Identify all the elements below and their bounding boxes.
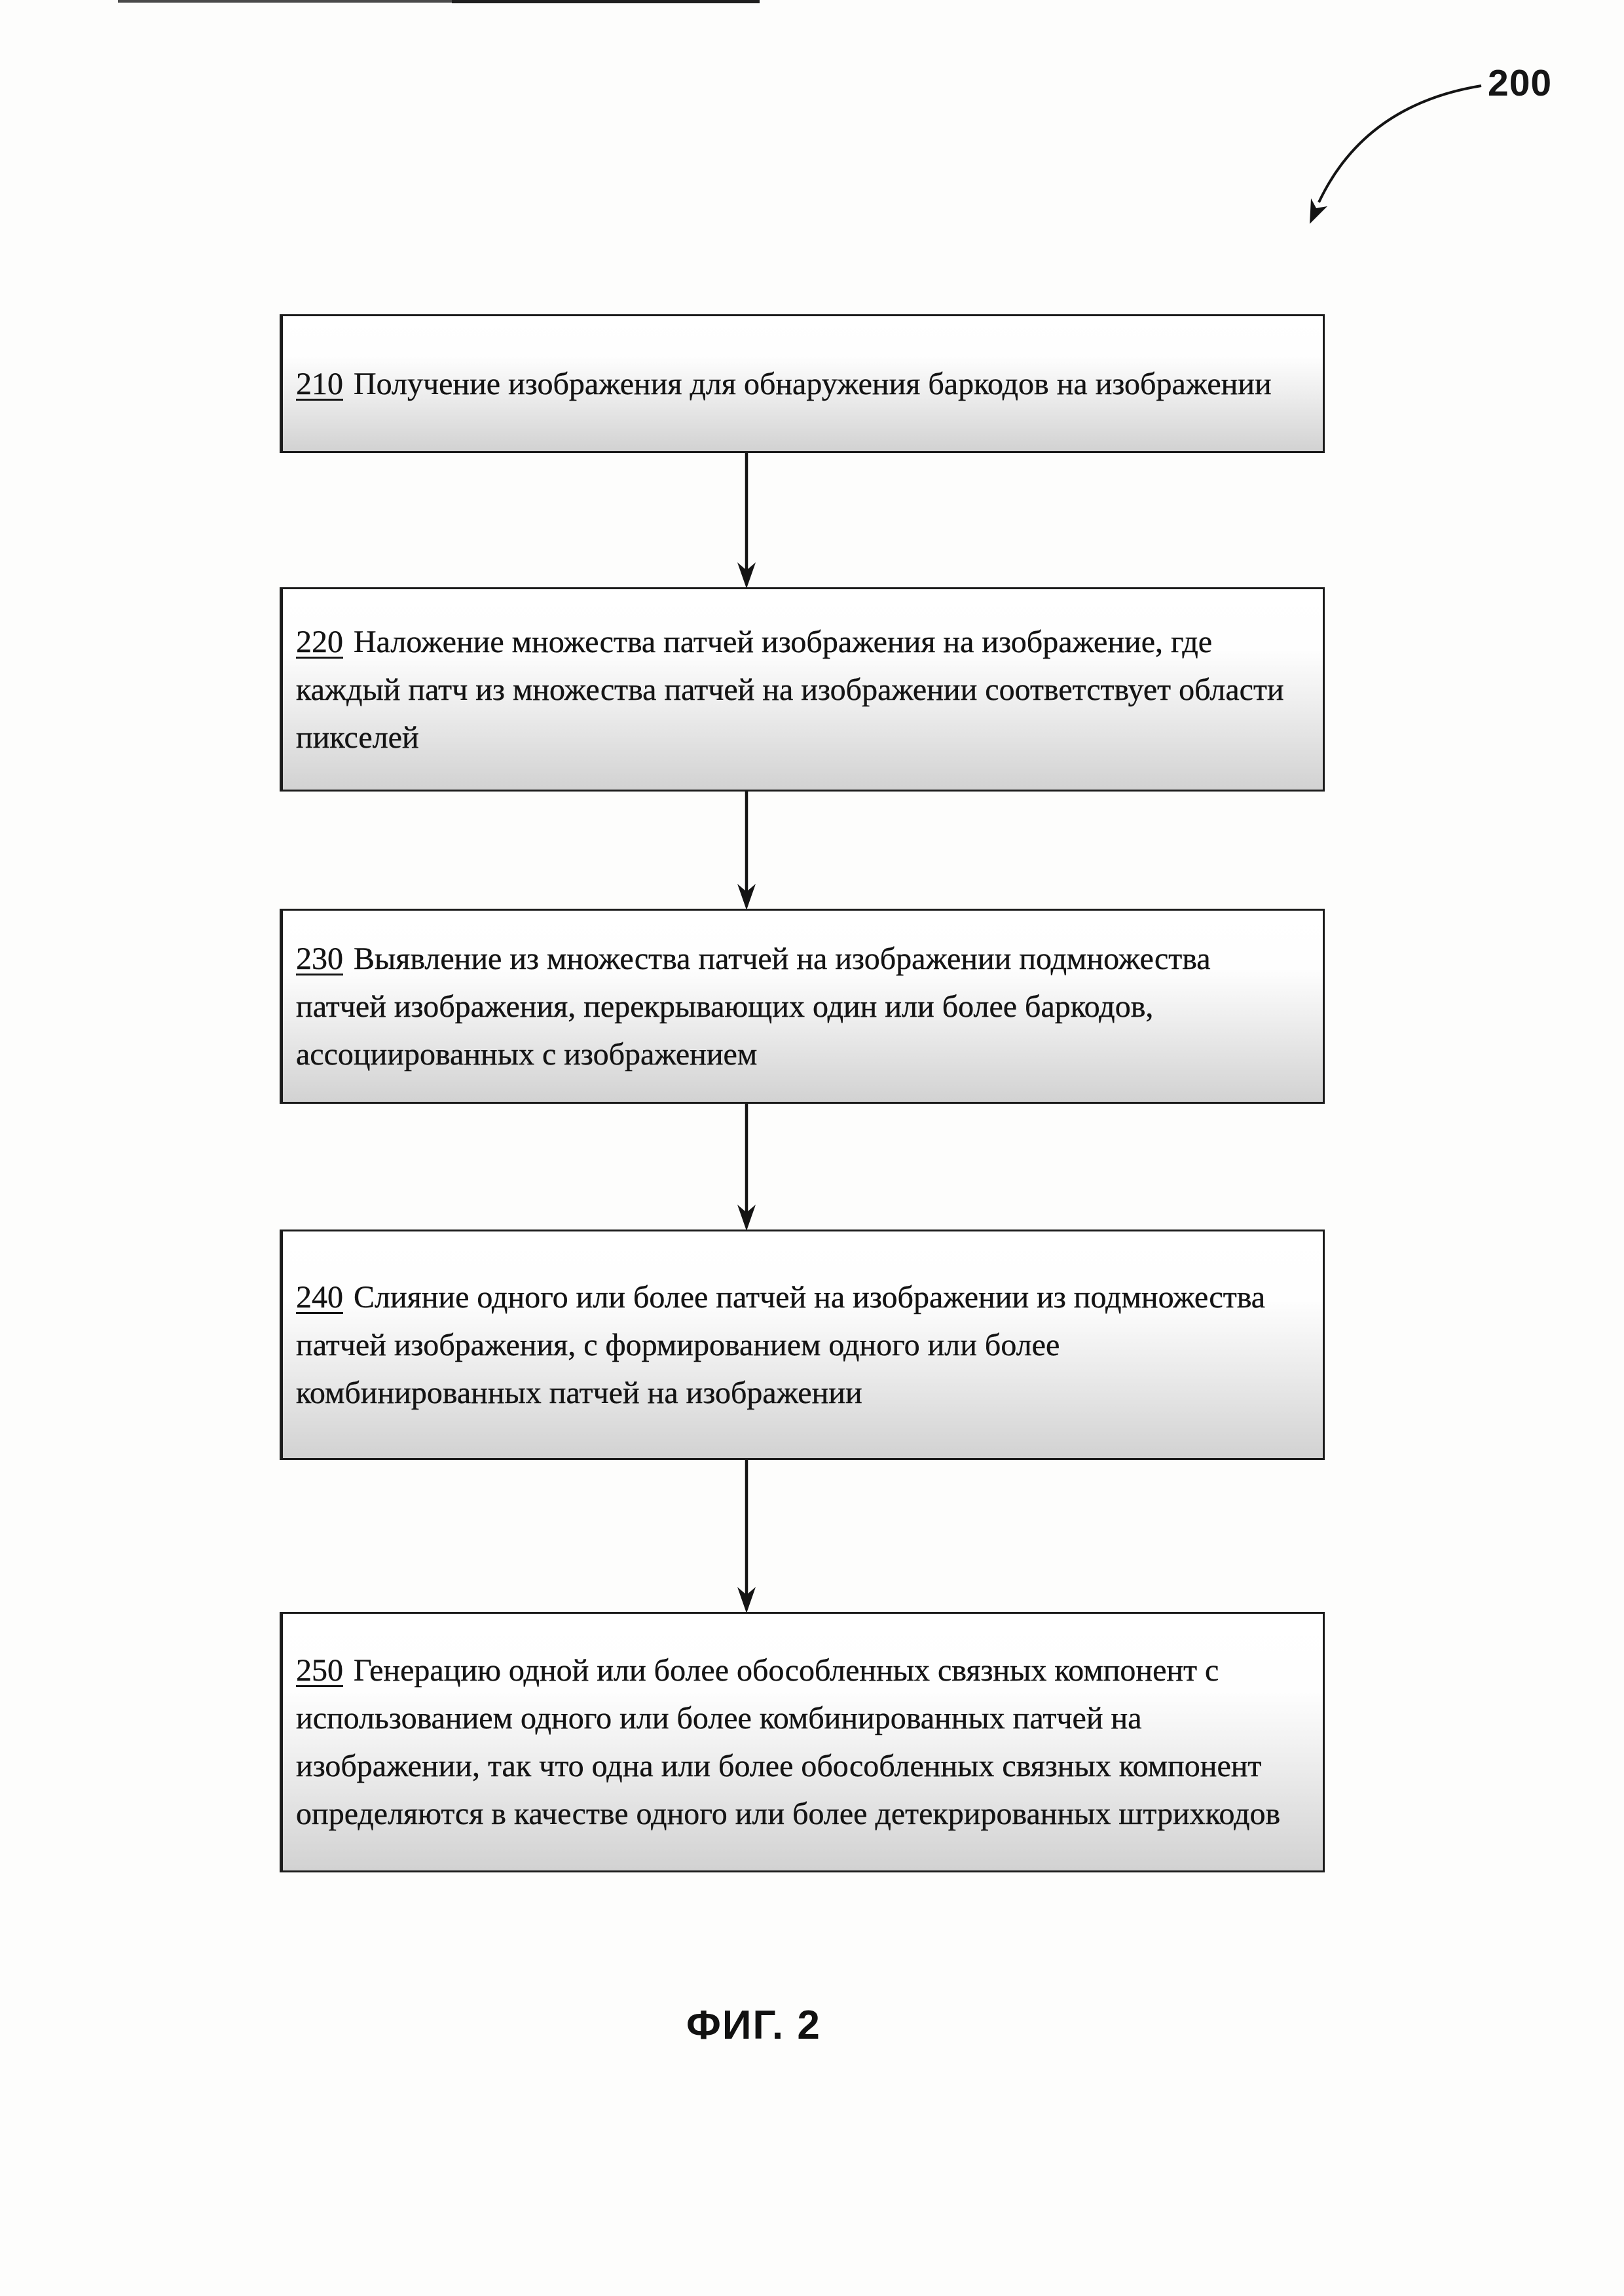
step-number: 250 xyxy=(296,1653,343,1688)
step-number: 230 xyxy=(296,941,343,976)
figure-reference-arrow xyxy=(1310,86,1481,224)
flow-step-250 xyxy=(280,1612,1325,1872)
flow-step-210 xyxy=(280,314,1325,453)
step-number: 220 xyxy=(296,624,343,659)
flow-arrow-210-220 xyxy=(737,453,756,589)
step-text: Слияние одного или более патчей на изображении из подмножества патчей изображения, с формированием одного или более комбинированных патчей на изображении xyxy=(296,1279,1266,1410)
step-text: Наложение множества патчей изображения на изображение, где каждый патч из множества патчей на изображении соответствует области пикселей xyxy=(296,624,1284,755)
flow-arrow-230-240 xyxy=(737,1104,756,1231)
step-paragraph xyxy=(296,618,1306,761)
step-text: Выявление из множества патчей на изображении подмножества патчей изображения, перекрывающих один или более баркодов, ассоциированных с изображением xyxy=(296,941,1211,1072)
step-number: 210 xyxy=(296,366,343,401)
step-text: Получение изображения для обнаружения баркодов на изображении xyxy=(354,366,1272,401)
figure-reference-label: 200 xyxy=(1488,62,1553,104)
step-paragraph xyxy=(296,935,1306,1078)
step-paragraph xyxy=(296,1647,1306,1838)
scan-artifact-top-dark xyxy=(452,0,760,3)
flow-step-240 xyxy=(280,1230,1325,1460)
figure-caption: ФИГ. 2 xyxy=(686,2003,821,2048)
step-text: Генерацию одной или более обособленных связных компонент с использованием одного или более комбинированных патчей на изображении, так что одна или более обособленных связных компонент определяются в качестве одного или более детекрированных штрихкодов xyxy=(296,1653,1281,1831)
flow-arrow-240-250 xyxy=(737,1460,756,1613)
step-paragraph xyxy=(296,1273,1306,1417)
flow-step-230 xyxy=(280,909,1325,1104)
step-number: 240 xyxy=(296,1279,343,1315)
flow-arrow-220-230 xyxy=(737,792,756,910)
step-paragraph xyxy=(296,360,1272,408)
flow-step-220 xyxy=(280,587,1325,792)
